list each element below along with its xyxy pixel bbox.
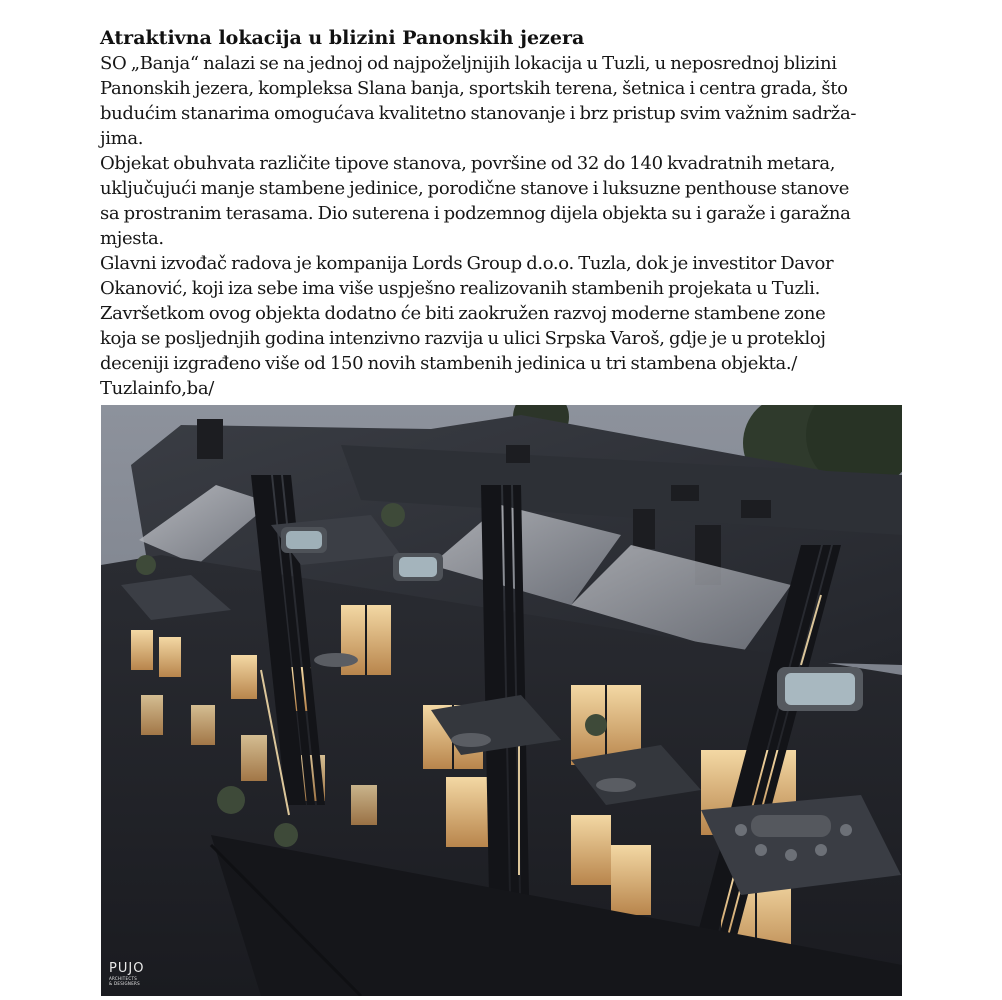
paragraph-line: Panonskih jezera, kompleksa Slana banja, sportskih terena, šetnica i centra grada, što xyxy=(100,78,848,99)
paragraph-line: Okanović, koji iza sebe ima više uspješno realizovanih stambenih projekata u Tuzli. xyxy=(100,278,820,299)
article-paragraph xyxy=(100,51,910,151)
building-rendering-image xyxy=(101,405,902,996)
paragraph-line: Objekat obuhvata različite tipove stanova, površine od 32 do 140 kvadratnih metara, xyxy=(100,153,836,174)
source-credit: Tuzlainfo,ba/ xyxy=(100,378,214,399)
building-rendering-illustration xyxy=(101,405,902,996)
paragraph-line: Završetkom ovog objekta dodatno će biti zaokružen razvoj moderne stambene zone xyxy=(100,303,826,324)
paragraph-line: budućim stanarima omogućava kvalitetno stanovanje i brz pristup svim važnim sadrža- xyxy=(100,103,857,124)
watermark-subtitle: & DESIGNERS xyxy=(109,981,140,986)
paragraph-line: sa prostranim terasama. Dio suterena i podzemnog dijela objekta su i garaže i garažna xyxy=(100,203,851,224)
watermark-subtitle: ARCHITECTS xyxy=(109,976,138,981)
paragraph-line: SO „Banja“ nalazi se na jednoj od najpoželjnijih lokacija u Tuzli, u neposrednoj blizini xyxy=(100,53,837,74)
article-paragraph xyxy=(100,151,910,251)
paragraph-line: jima. xyxy=(100,128,144,149)
paragraph-line: deceniji izgrađeno više od 150 novih stambenih jedinica u tri stambena objekta./ xyxy=(100,353,797,374)
architect-watermark xyxy=(109,962,144,986)
watermark-brand: PUJO xyxy=(109,961,145,976)
paragraph-line: uključujući manje stambene jedinice, porodične stanove i luksuzne penthouse stanove xyxy=(100,178,849,199)
article-paragraph xyxy=(100,251,910,401)
paragraph-line: Glavni izvođač radova je kompanija Lords Group d.o.o. Tuzla, dok je investitor Davor xyxy=(100,253,834,274)
paragraph-line: koja se posljednjih godina intenzivno razvija u ulici Srpska Varoš, gdje je u protekloj xyxy=(100,328,826,349)
paragraph-line: mjesta. xyxy=(100,228,164,249)
article xyxy=(100,26,910,401)
article-headline: Atraktivna lokacija u blizini Panonskih jezera xyxy=(100,27,585,49)
